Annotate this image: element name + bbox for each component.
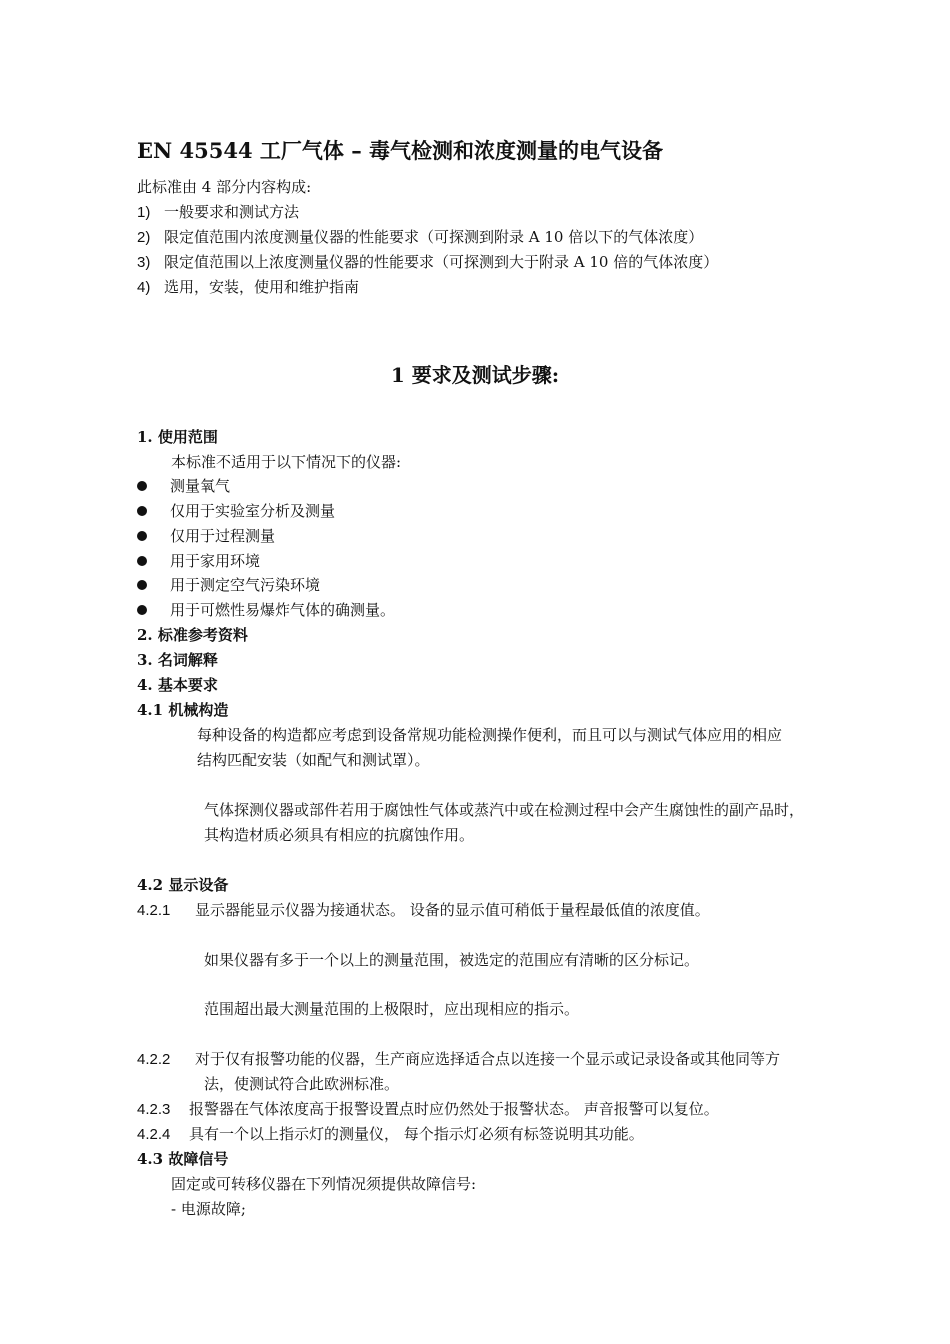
bullet-item: 用于可燃性易爆炸气体的确测量。 <box>170 601 396 619</box>
bullet-icon <box>137 481 147 491</box>
item-4-2-4 <box>137 1124 644 1145</box>
item-4-2-1 <box>137 900 710 921</box>
section-3-heading: 3. 名词解释 <box>137 651 218 669</box>
item-number: 4.2.3 <box>137 1101 171 1118</box>
item-number: 4.2.4 <box>137 1126 171 1143</box>
item-text: 显示器能显示仪器为接通状态。 设备的显示值可稍低于量程最低值的浓度值。 <box>195 901 710 919</box>
item-4-2-3 <box>137 1099 719 1120</box>
section-4-3-lead: 固定或可转移仪器在下列情况须提供故障信号: <box>171 1175 477 1193</box>
list-text: 一般要求和测试方法 <box>164 203 300 221</box>
paragraph-line: 气体探测仪器或部件若用于腐蚀性气体或蒸汽中或在检测过程中会产生腐蚀性的副产品时， <box>204 801 805 819</box>
item-text: 具有一个以上指示灯的测量仪， 每个指示灯必须有标签说明其功能。 <box>189 1125 644 1143</box>
list-number: 2) <box>137 229 151 246</box>
section-title: 1 要求及测试步骤: <box>390 363 560 387</box>
bullet-item: 仅用于实验室分析及测量 <box>170 502 336 520</box>
list-number: 4) <box>137 279 151 296</box>
paragraph-line: 结构匹配安装（如配气和测试罩）。 <box>197 751 430 769</box>
item-number: 4.2.2 <box>137 1051 171 1068</box>
bullet-icon <box>137 556 147 566</box>
item-text: 对于仅有报警功能的仪器，生产商应选择适合点以连接一个显示或记录设备或其他同等方 <box>195 1050 781 1068</box>
section-4-1-heading: 4.1 机械构造 <box>137 701 229 719</box>
item-4-2-2 <box>137 1049 780 1070</box>
section-1-heading: 1. 使用范围 <box>137 428 218 446</box>
list-text: 限定值范围内浓度测量仪器的性能要求（可探测到附录 A 10 倍以下的气体浓度） <box>164 228 704 246</box>
item-text: 报警器在气体浓度高于报警设置点时应仍然处于报警状态。 声音报警可以复位。 <box>189 1100 719 1118</box>
intro-part-3 <box>137 252 718 273</box>
section-2-heading: 2. 标准参考资料 <box>137 626 248 644</box>
list-number: 1) <box>137 204 151 221</box>
list-text: 限定值范围以上浓度测量仪器的性能要求（可探测到大于附录 A 10 倍的气体浓度） <box>164 253 719 271</box>
list-number: 3) <box>137 254 151 271</box>
bullet-icon <box>137 605 147 615</box>
paragraph-line: 其构造材质必须具有相应的抗腐蚀作用。 <box>204 826 475 844</box>
bullet-icon <box>137 580 147 590</box>
section-1-lead: 本标准不适用于以下情况下的仪器: <box>171 453 402 471</box>
bullet-icon <box>137 531 147 541</box>
bullet-item: 测量氧气 <box>170 477 231 495</box>
paragraph-line: 法，使测试符合此欧洲标准。 <box>204 1075 400 1093</box>
paragraph-line: 范围超出最大测量范围的上极限时，应出现相应的指示。 <box>204 1000 580 1018</box>
list-item: - 电源故障; <box>171 1200 246 1218</box>
section-4-heading: 4. 基本要求 <box>137 676 218 694</box>
bullet-item: 用于测定空气污染环境 <box>170 576 321 594</box>
intro-lead: 此标准由 4 部分内容构成: <box>137 178 312 196</box>
item-number: 4.2.1 <box>137 902 171 919</box>
intro-part-4 <box>137 277 359 298</box>
intro-part-2 <box>137 227 703 248</box>
section-4-2-heading: 4.2 显示设备 <box>137 876 229 894</box>
list-text: 选用，安装，使用和维护指南 <box>164 278 360 296</box>
document-title: EN 45544 工厂气体 – 毒气检测和浓度测量的电气设备 <box>137 138 664 163</box>
paragraph-line: 如果仪器有多于一个以上的测量范围，被选定的范围应有清晰的区分标记。 <box>204 951 700 969</box>
bullet-item: 仅用于过程测量 <box>170 527 276 545</box>
paragraph-line: 每种设备的构造都应考虑到设备常规功能检测操作便利，而且可以与测试气体应用的相应 <box>197 726 783 744</box>
bullet-item: 用于家用环境 <box>170 552 261 570</box>
section-4-3-heading: 4.3 故障信号 <box>137 1150 229 1168</box>
intro-part-1 <box>137 202 299 223</box>
bullet-icon <box>137 506 147 516</box>
